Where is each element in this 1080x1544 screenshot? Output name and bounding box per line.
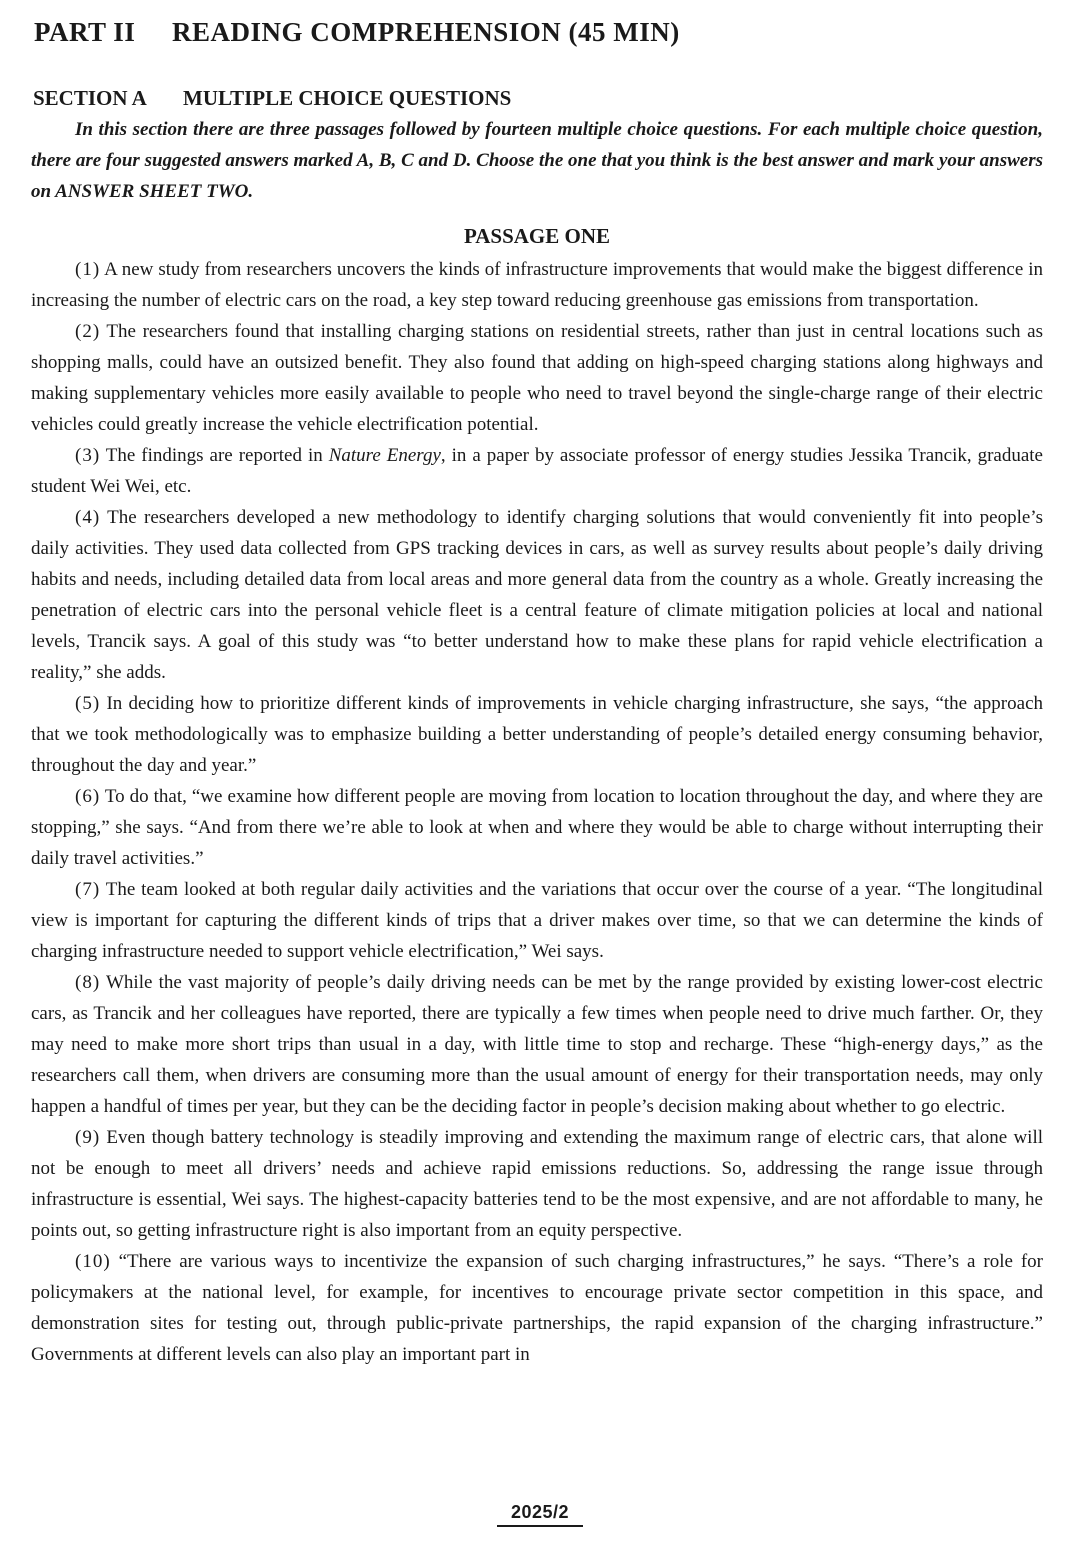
- paragraph-7: [31, 874, 1043, 967]
- part-number: PART II: [34, 17, 136, 47]
- paragraph-8: [31, 967, 1043, 1122]
- paragraph-number: (9): [75, 1127, 101, 1148]
- paragraph-number: (5): [75, 693, 101, 714]
- section-directions: In this section there are three passages followed by fourteen multiple choice questions. For each multiple choice question, there are four suggested answers marked A, B, C and D. Choose the one that you think is the best answer and mark your answers on ANSWER SHEET TWO.: [31, 119, 1043, 202]
- passage-body: [31, 254, 1043, 1370]
- paragraph-1: [31, 254, 1043, 316]
- section-title: MULTIPLE CHOICE QUESTIONS: [183, 86, 512, 110]
- paragraph-number: (10): [75, 1251, 111, 1272]
- paragraph-text: The researchers developed a new methodology to identify charging solutions that would conveniently fit into people’s daily activities. They used data collected from GPS tracking devices in cars, as well as survey results about people’s daily driving habits and needs, including detailed data from local areas and more general data from the country as a whole. Greatly increasing the penetration of electric cars into the personal vehicle fleet is a central feature of climate mitigation policies at local and national levels, Trancik says. A goal of this study was “to better understand how to make these plans for rapid vehicle electrification a reality,” she adds.: [31, 507, 1043, 683]
- paragraph-number: (1): [75, 259, 101, 280]
- part-heading: [34, 14, 1043, 50]
- paragraph-text: In deciding how to prioritize different kinds of improvements in vehicle charging infrastructure, she says, “the approach that we took methodologically was to emphasize building a better understanding of people’s detailed energy consuming behavior, throughout the day and year.”: [31, 693, 1043, 776]
- section-number: SECTION A: [33, 86, 147, 110]
- paragraph-number: (2): [75, 321, 101, 342]
- paragraph-text-before: The findings are reported in: [105, 445, 329, 466]
- paragraph-text-after: , in a paper by associate professor of energy studies Jessika Trancik, graduate student Wei Wei, etc.: [31, 445, 1043, 497]
- paragraph-4: [31, 502, 1043, 688]
- passage-title: PASSAGE ONE: [463, 224, 611, 248]
- paragraph-number: (4): [75, 507, 101, 528]
- exam-page: [31, 14, 1043, 1370]
- paragraph-10: [31, 1246, 1043, 1370]
- paragraph-5: [31, 688, 1043, 781]
- paragraph-text: Even though battery technology is steadily improving and extending the maximum range of electric cars, that alone will not be enough to meet all drivers’ needs and achieve rapid emissions reductions. So, addressing the range issue through infrastructure is essential, Wei says. The highest-capacity batteries tend to be the most expensive, and are not affordable to many, he points out, so getting infrastructure right is also important from an equity perspective.: [31, 1127, 1043, 1241]
- section-heading: [33, 84, 1043, 112]
- paragraph-text: A new study from researchers uncovers the kinds of infrastructure improvements that would make the biggest difference in increasing the number of electric cars on the road, a key step toward reducing greenhouse gas emissions from transportation.: [31, 259, 1044, 311]
- journal-name: Nature Energy: [328, 445, 441, 466]
- paragraph-6: [31, 781, 1043, 874]
- paragraph-number: (3): [75, 445, 101, 466]
- paragraph-2: [31, 316, 1043, 440]
- paragraph-text: While the vast majority of people’s daily driving needs can be met by the range provided by existing lower-cost electric cars, as Trancik and her colleagues have reported, there are typically a few times when people need to drive much farther. Or, they may need to make more short trips than usual in a day, with little time to stop and recharge. These “high-energy days,” as the researchers call them, when drivers are consuming more than the usual amount of energy for their transportation needs, may only happen a handful of times per year, but they can be the deciding factor in people’s decision making about whether to go electric.: [31, 972, 1043, 1117]
- paragraph-3: [31, 440, 1043, 502]
- paragraph-number: (8): [75, 972, 101, 993]
- paragraph-9: [31, 1122, 1043, 1246]
- page-number: 2025/2: [497, 1502, 583, 1527]
- paragraph-number: (7): [75, 879, 101, 900]
- paragraph-text: “There are various ways to incentivize the expansion of such charging infrastructures,” he says. “There’s a role for policymakers at the national level, for example, for incentives to encourage private sector competition in this space, and demonstration sites for testing out, through public-private partnerships, the rapid expansion of the charging infrastructure.” Governments at different levels can also play an important part in: [31, 1251, 1044, 1365]
- paragraph-number: (6): [75, 786, 101, 807]
- paragraph-text: To do that, “we examine how different people are moving from location to location throughout the day, and where they are stopping,” she says. “And from there we’re able to look at when and where they would be able to charge without interrupting their daily travel activities.”: [31, 786, 1043, 869]
- page-footer: [0, 1502, 1080, 1527]
- paragraph-text: The researchers found that installing charging stations on residential streets, rather than just in central locations such as shopping malls, could have an outsized benefit. They also found that adding on high-speed charging stations along highways and making supplementary vehicles more easily available to people who need to travel beyond the single-charge range of their electric vehicles could greatly increase the vehicle electrification potential.: [31, 321, 1043, 435]
- part-title: READING COMPREHENSION (45 MIN): [172, 17, 680, 47]
- paragraph-text: The team looked at both regular daily activities and the variations that occur over the course of a year. “The longitudinal view is important for capturing the different kinds of trips that a driver makes over time, so that we can determine the kinds of charging infrastructure needed to support vehicle electrification,” Wei says.: [31, 879, 1043, 962]
